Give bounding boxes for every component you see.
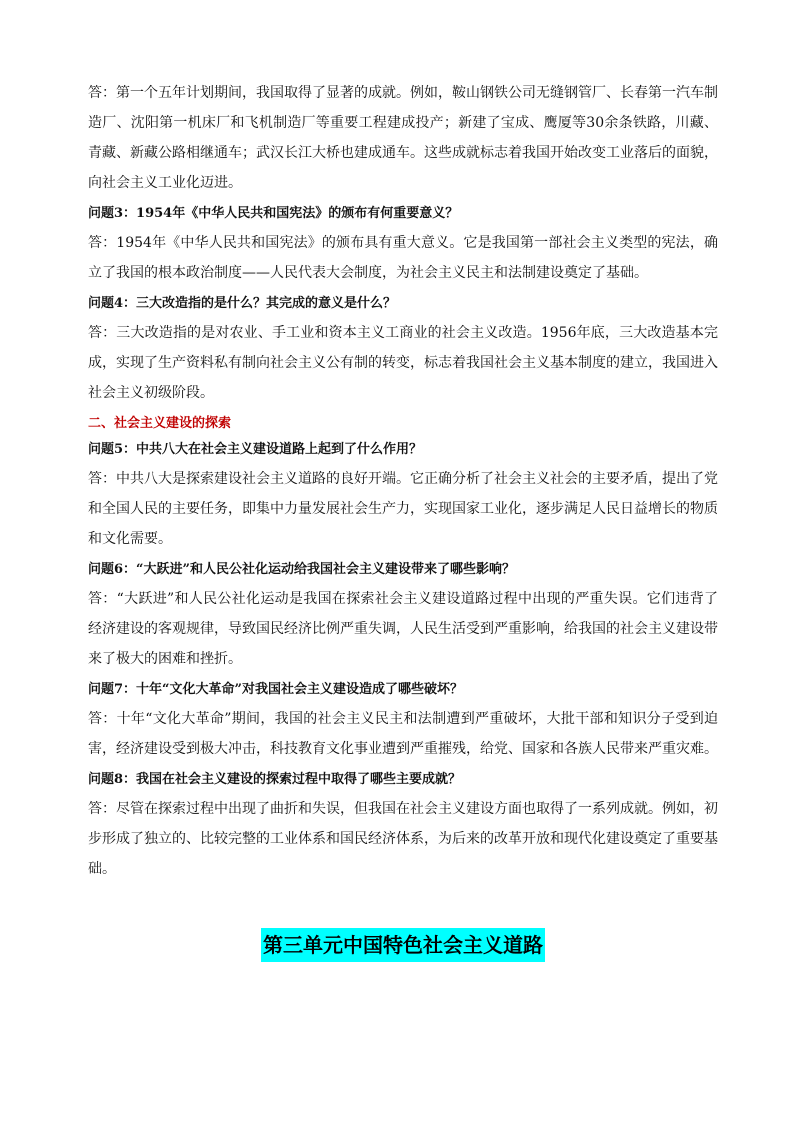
question-heading: 问题6：“大跃进”和人民公社化运动给我国社会主义建设带来了哪些影响？ xyxy=(88,562,516,577)
answer-paragraph: 答：十年“文化大革命”期间，我国的社会主义民主和法制遭到严重破坏，大批干部和知识分子受到迫害，经济建设受到极大冲击，科技教育文化事业遭到严重摧残，给党、国家和各族人民带来严重灾难。 xyxy=(88,711,718,757)
question-heading: 问题5：中共八大在社会主义建设道路上起到了什么作用？ xyxy=(88,442,423,457)
question-heading: 问题3：1954年《中华人民共和国宪法》的颁布有何重要意义？ xyxy=(88,206,459,221)
answer-paragraph: 答：“大跃进”和人民公社化运动是我国在探索社会主义建设道路过程中出现的严重失误。它们违背了经济建设的客观规律，导致国民经济比例严重失调，人民生活受到严重影响，给我国的社会主义建设带来了极大的困难和挫折。 xyxy=(88,591,718,667)
answer-paragraph: 答：1954年《中华人民共和国宪法》的颁布具有重大意义。它是我国第一部社会主义类型的宪法，确立了我国的根本政治制度——人民代表大会制度，为社会主义民主和法制建设奠定了基础。 xyxy=(88,235,718,281)
unit-title-container xyxy=(88,928,718,962)
answer-paragraph: 答：尽管在探索过程中出现了曲折和失误，但我国在社会主义建设方面也取得了一系列成就。例如，初步形成了独立的、比较完整的工业体系和国民经济体系，为后来的改革开放和现代化建设奠定了重要基础。 xyxy=(88,801,718,877)
unit-title: 第三单元中国特色社会主义道路 xyxy=(261,928,545,962)
section-heading: 二、社会主义建设的探索 xyxy=(88,416,232,431)
question-heading: 问题4：三大改造指的是什么？其完成的意义是什么？ xyxy=(88,296,397,311)
answer-paragraph: 答：中共八大是探索建设社会主义道路的良好开端。它正确分析了社会主义社会的主要矛盾，提出了党和全国人民的主要任务，即集中力量发展社会生产力，实现国家工业化，逐步满足人民日益增长的物质和文化需要。 xyxy=(88,471,718,547)
answer-paragraph: 答：三大改造指的是对农业、手工业和资本主义工商业的社会主义改造。1956年底，三大改造基本完成，实现了生产资料私有制向社会主义公有制的转变，标志着我国社会主义基本制度的建立，我国进入社会主义初级阶段。 xyxy=(88,325,718,401)
question-heading: 问题8：我国在社会主义建设的探索过程中取得了哪些主要成就？ xyxy=(88,772,462,787)
question-heading: 问题7：十年“文化大革命”对我国社会主义建设造成了哪些破坏？ xyxy=(88,682,464,697)
document-content xyxy=(88,78,718,962)
answer-paragraph: 答：第一个五年计划期间，我国取得了显著的成就。例如，鞍山钢铁公司无缝钢管厂、长春第一汽车制造厂、沈阳第一机床厂和飞机制造厂等重要工程建成投产；新建了宝成、鹰厦等30余条铁路，川藏、青藏、新藏公路相继通车；武汉长江大桥也建成通车。这些成就标志着我国开始改变工业落后的面貌，向社会主义工业化迈进。 xyxy=(88,85,718,191)
